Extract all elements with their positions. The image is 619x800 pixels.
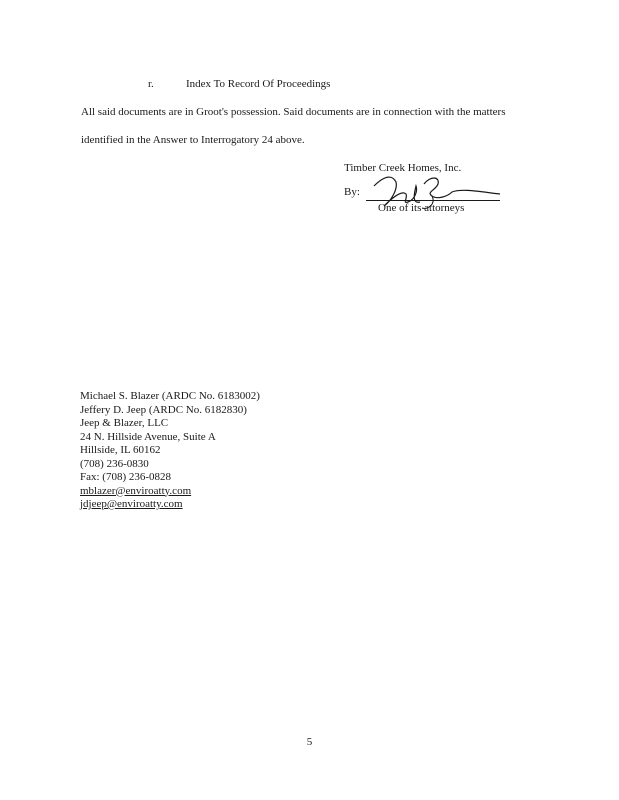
handwritten-signature-icon — [362, 172, 502, 216]
attorney-address-block — [80, 390, 260, 512]
list-marker: r. — [148, 78, 154, 90]
signature-by-label: By: — [344, 186, 360, 198]
email-link[interactable]: mblazer@enviroatty.com — [80, 484, 192, 497]
page-number: 5 — [306, 736, 313, 748]
address-line: Jeffery D. Jeep (ARDC No. 6182830) — [80, 403, 247, 416]
address-line: Jeep & Blazer, LLC — [80, 417, 169, 429]
address-line: (708) 236-0830 — [80, 457, 149, 470]
address-line: 24 N. Hillside Avenue, Suite A — [80, 430, 216, 443]
address-line: Hillside, IL 60162 — [80, 444, 161, 456]
list-item-r — [148, 78, 330, 90]
signature-caption: One of its attorneys — [378, 202, 465, 214]
paragraph-line-2: identified in the Answer to Interrogatory 24 above. — [81, 134, 305, 146]
list-item-text: Index To Record Of Proceedings — [186, 78, 331, 90]
address-line: Fax: (708) 236-0828 — [80, 471, 172, 483]
paragraph-line-1: All said documents are in Groot's possession. Said documents are in connection with the matters — [81, 106, 506, 118]
email-link[interactable]: jdjeep@enviroatty.com — [80, 498, 183, 510]
address-line: Michael S. Blazer (ARDC No. 6183002) — [80, 390, 260, 402]
signature-block — [344, 162, 544, 222]
signature-company: Timber Creek Homes, Inc. — [344, 162, 462, 174]
